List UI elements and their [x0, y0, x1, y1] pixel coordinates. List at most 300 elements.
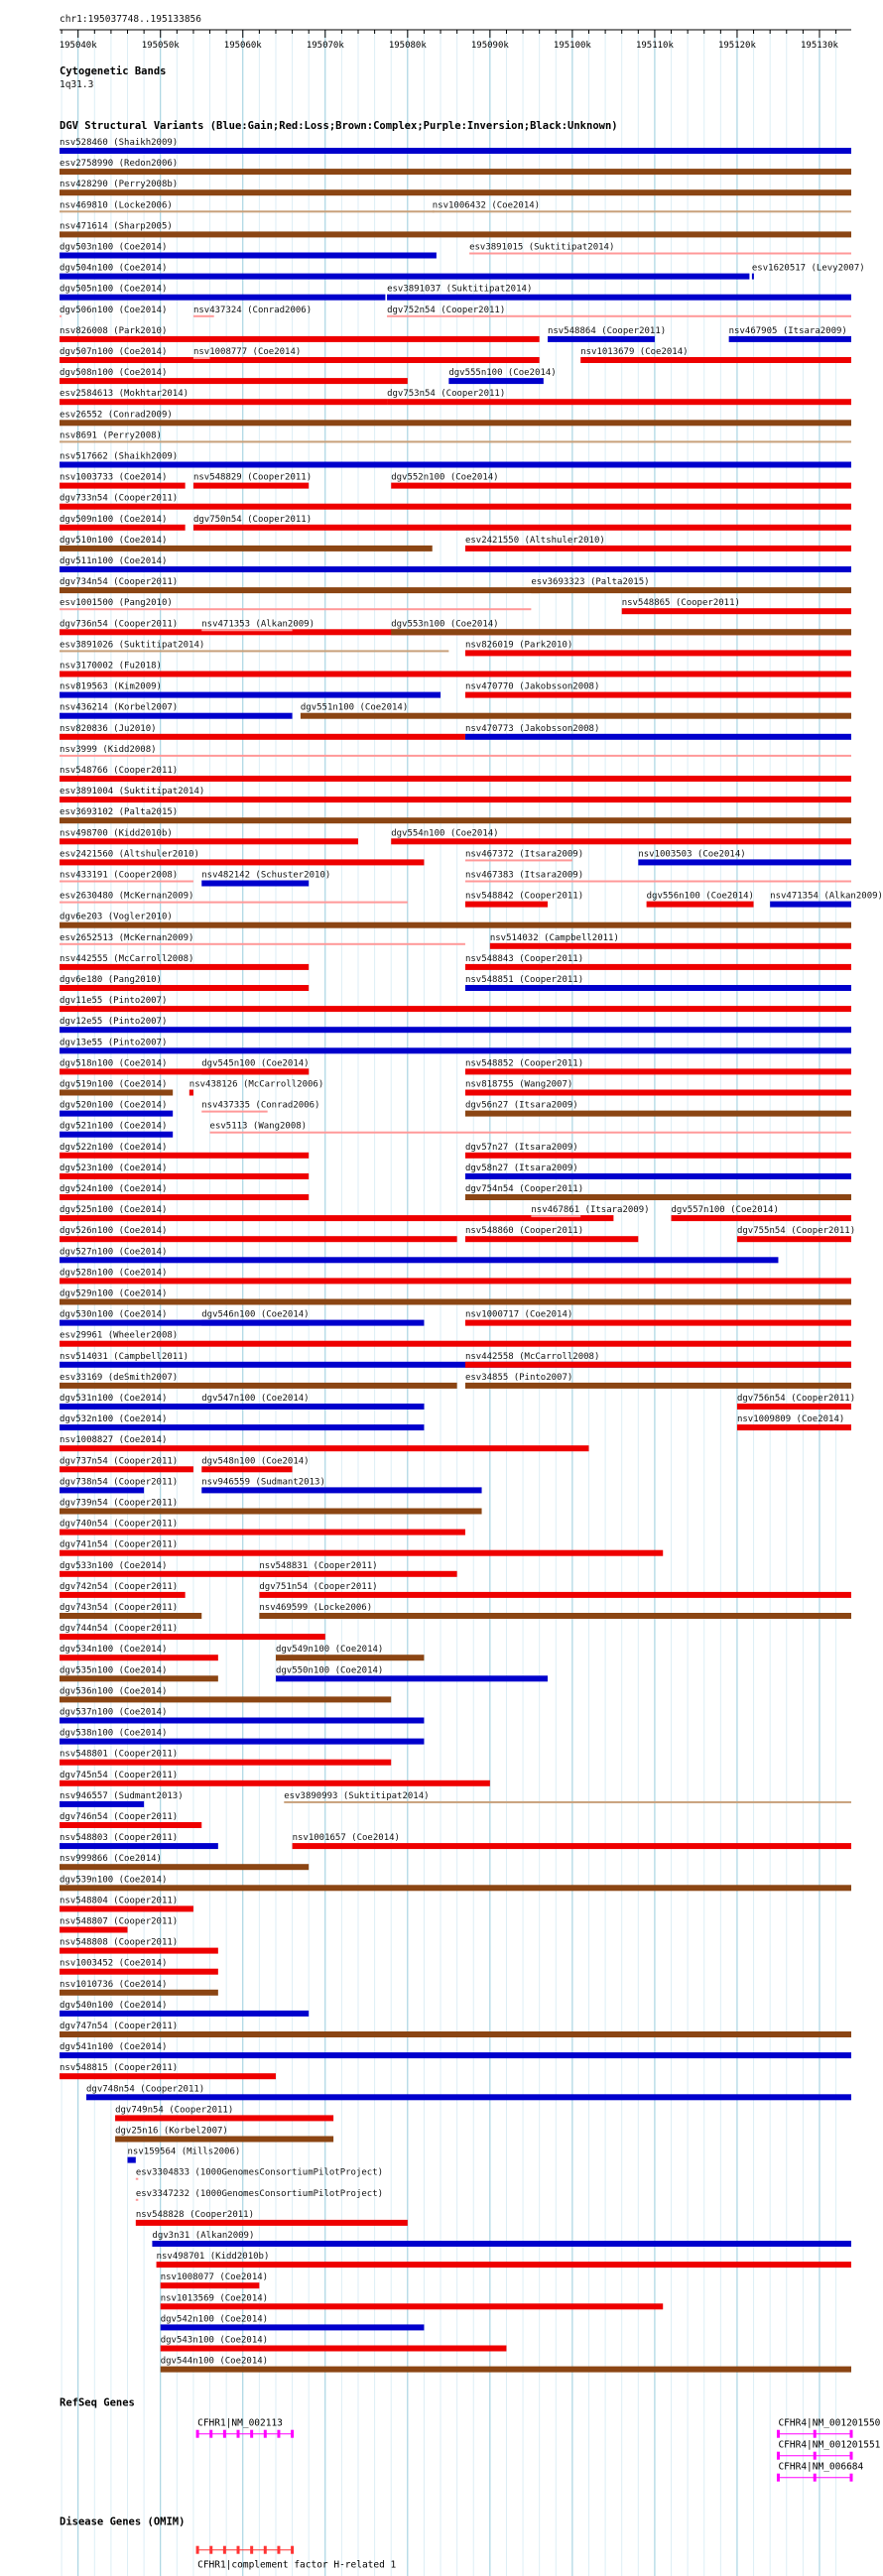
sv-label: dgv539n100 (Coe2014) — [60, 1875, 168, 1886]
sv-label: dgv738n54 (Cooper2011) — [60, 1477, 179, 1488]
omim-exon[interactable] — [237, 2546, 240, 2554]
sv-feature-bar[interactable] — [60, 817, 851, 823]
sv-feature-bar[interactable] — [531, 587, 539, 593]
sv-label: dgv532n100 (Coe2014) — [60, 1414, 168, 1425]
sv-feature-bar[interactable] — [638, 859, 851, 865]
gene-exon[interactable] — [250, 2430, 253, 2438]
omim-track-title: Disease Genes (OMIM) — [60, 2515, 186, 2528]
sv-feature-bar[interactable] — [161, 2303, 663, 2309]
sv-feature-bar[interactable] — [448, 378, 543, 384]
sv-feature-bar[interactable] — [60, 483, 186, 489]
ruler-tick-label: 195040k — [59, 41, 97, 51]
sv-feature-bar[interactable] — [152, 2241, 851, 2247]
sv-feature-bar[interactable] — [161, 2324, 425, 2330]
sv-feature-bar[interactable] — [465, 881, 851, 883]
sv-label: dgv751n54 (Cooper2011) — [259, 1581, 378, 1592]
sv-feature-bar[interactable] — [60, 1509, 482, 1515]
sv-feature-bar[interactable] — [60, 1111, 173, 1117]
cytoband-label: 1q31.3 — [60, 79, 94, 90]
sv-label: nsv818755 (Wang2007) — [464, 1079, 573, 1090]
sv-feature-bar[interactable] — [201, 1320, 424, 1326]
sv-feature-bar[interactable] — [465, 859, 572, 861]
sv-label: nsv999866 (Coe2014) — [60, 1854, 162, 1865]
sv-feature-bar[interactable] — [60, 420, 851, 426]
sv-feature-bar[interactable] — [60, 1445, 588, 1451]
sv-feature-bar[interactable] — [531, 1215, 580, 1217]
sv-feature-bar[interactable] — [60, 692, 441, 698]
sv-feature-bar[interactable] — [193, 483, 309, 489]
sv-label: nsv548808 (Cooper2011) — [60, 1937, 179, 1948]
sv-label: dgv733n54 (Cooper2011) — [60, 493, 179, 504]
sv-label: dgv506n100 (Coe2014) — [60, 305, 168, 315]
sv-label: esv5113 (Wang2008) — [209, 1121, 308, 1132]
sv-feature-bar[interactable] — [193, 525, 851, 531]
sv-feature-bar[interactable] — [60, 336, 540, 342]
sv-feature-bar[interactable] — [60, 1905, 193, 1911]
sv-label: dgv509n100 (Coe2014) — [60, 514, 168, 525]
sv-label: nsv471353 (Alkan2009) — [201, 619, 315, 630]
sv-feature-bar[interactable] — [647, 902, 754, 908]
omim-exon[interactable] — [196, 2546, 199, 2554]
sv-feature-bar[interactable] — [752, 274, 754, 280]
omim-exon[interactable] — [209, 2546, 212, 2554]
sv-label: nsv437335 (Conrad2006) — [201, 1100, 320, 1111]
sv-feature-bar[interactable] — [60, 1760, 391, 1766]
sv-feature-bar[interactable] — [136, 2178, 138, 2180]
gene-exon[interactable] — [291, 2430, 294, 2438]
omim-exon[interactable] — [264, 2546, 267, 2554]
sv-feature-bar[interactable] — [60, 1153, 309, 1159]
sv-feature-bar[interactable] — [60, 2011, 309, 2017]
sv-feature-bar[interactable] — [60, 964, 309, 970]
sv-label: esv3304833 (1000GenomesConsortiumPilotProject) — [135, 2167, 384, 2178]
sv-feature-bar[interactable] — [60, 922, 851, 928]
sv-feature-bar[interactable] — [60, 231, 851, 237]
sv-feature-bar[interactable] — [60, 1780, 490, 1786]
sv-feature-bar[interactable] — [60, 504, 851, 510]
sv-feature-bar[interactable] — [201, 629, 292, 631]
sv-label: nsv514031 (Campbell2011) — [60, 1351, 189, 1362]
sv-feature-bar[interactable] — [60, 1006, 851, 1012]
sv-label: esv3693323 (Palta2015) — [531, 577, 650, 588]
gene-label: CFHR4|NM_006684 — [778, 2461, 864, 2473]
gene-exon[interactable] — [814, 2430, 817, 2438]
sv-feature-bar[interactable] — [60, 1675, 218, 1681]
sv-feature-bar[interactable] — [490, 943, 851, 949]
sv-feature-bar[interactable] — [60, 943, 465, 945]
sv-feature-bar[interactable] — [60, 672, 851, 677]
sv-feature-bar[interactable] — [465, 1194, 851, 1200]
sv-feature-bar[interactable] — [193, 357, 210, 359]
sv-feature-bar[interactable] — [465, 902, 548, 908]
sv-feature-bar[interactable] — [465, 964, 851, 970]
sv-feature-bar[interactable] — [60, 1885, 851, 1891]
sv-label: dgv742n54 (Cooper2011) — [60, 1581, 179, 1592]
omim-gene-label[interactable]: CFHR1|complement factor H-related 1 — [197, 2559, 397, 2571]
sv-feature-bar[interactable] — [60, 1027, 851, 1033]
sv-feature-bar[interactable] — [60, 1047, 851, 1053]
ruler-tick-label: 195070k — [306, 41, 344, 51]
sv-label: nsv469810 (Locke2006) — [60, 200, 173, 211]
sv-feature-bar[interactable] — [60, 1487, 144, 1493]
sv-label: nsv1013679 (Coe2014) — [580, 347, 689, 357]
sv-feature-bar[interactable] — [465, 1111, 851, 1117]
sv-feature-bar[interactable] — [60, 1278, 851, 1284]
sv-feature-bar[interactable] — [60, 1194, 309, 1200]
sv-feature-bar[interactable] — [391, 483, 851, 489]
sv-feature-bar[interactable] — [60, 713, 293, 719]
sv-label: dgv511n100 (Coe2014) — [60, 556, 168, 566]
sv-feature-bar[interactable] — [201, 1068, 309, 1074]
sv-label: dgv740n54 (Cooper2011) — [60, 1519, 179, 1530]
sv-feature-bar[interactable] — [60, 776, 851, 782]
sv-label: nsv548864 (Cooper2011) — [547, 325, 667, 336]
sv-label: nsv548804 (Cooper2011) — [60, 1896, 179, 1906]
sv-label: esv1001500 (Pang2010) — [60, 598, 173, 609]
omim-exon[interactable] — [250, 2546, 253, 2554]
sv-feature-bar[interactable] — [284, 1801, 851, 1803]
sv-feature-bar[interactable] — [86, 2094, 851, 2100]
ruler-tick-label: 195130k — [801, 41, 838, 51]
sv-label: nsv442558 (McCarroll2008) — [464, 1351, 600, 1362]
sv-feature-bar[interactable] — [60, 1383, 457, 1389]
sv-feature-bar[interactable] — [465, 650, 851, 656]
sv-feature-bar[interactable] — [60, 1990, 218, 1996]
gene-exon[interactable] — [777, 2452, 780, 2460]
gene-exon[interactable] — [277, 2430, 280, 2438]
sv-feature-bar[interactable] — [433, 210, 435, 212]
sv-feature-bar[interactable] — [60, 148, 851, 154]
sv-feature-bar[interactable] — [60, 1257, 778, 1263]
sv-feature-bar[interactable] — [276, 1675, 548, 1681]
sv-label: nsv467372 (Itsara2009) — [464, 849, 584, 860]
gene-exon[interactable] — [223, 2430, 226, 2438]
sv-label: nsv1003452 (Coe2014) — [60, 1958, 168, 1969]
gene-exon[interactable] — [777, 2430, 780, 2438]
sv-feature-bar[interactable] — [548, 336, 655, 342]
gene-exon[interactable] — [850, 2430, 853, 2438]
gene-exon[interactable] — [850, 2452, 853, 2460]
sv-feature-bar[interactable] — [465, 1320, 851, 1326]
cytoband-track-title: Cytogenetic Bands — [60, 65, 167, 77]
sv-feature-bar[interactable] — [465, 1362, 851, 1368]
sv-label: dgv25n16 (Korbel2007) — [115, 2126, 228, 2137]
sv-feature-bar[interactable] — [60, 253, 437, 259]
sv-feature-bar[interactable] — [60, 378, 408, 384]
sv-label: dgv503n100 (Coe2014) — [60, 242, 168, 253]
sv-feature-bar[interactable] — [60, 274, 749, 280]
gene-exon[interactable] — [196, 2430, 199, 2438]
sv-feature-bar[interactable] — [60, 1822, 201, 1828]
sv-label: nsv1006432 (Coe2014) — [432, 200, 541, 211]
sv-label: esv3693102 (Palta2015) — [60, 807, 179, 818]
sv-feature-bar[interactable] — [465, 1383, 851, 1389]
sv-feature-bar[interactable] — [157, 2262, 851, 2268]
sv-label: dgv550n100 (Coe2014) — [275, 1665, 384, 1676]
sv-label: dgv553n100 (Coe2014) — [391, 619, 499, 630]
sv-label: dgv543n100 (Coe2014) — [160, 2335, 269, 2346]
sv-feature-bar[interactable] — [60, 1132, 173, 1138]
sv-label: esv2652513 (McKernan2009) — [60, 932, 194, 943]
gene-exon[interactable] — [264, 2430, 267, 2438]
sv-feature-bar[interactable] — [387, 399, 851, 405]
sv-feature-bar[interactable] — [60, 2052, 851, 2058]
sv-label: dgv737n54 (Cooper2011) — [60, 1456, 179, 1467]
sv-feature-bar[interactable] — [60, 1550, 663, 1556]
gene-exon[interactable] — [209, 2430, 212, 2438]
sv-feature-bar[interactable] — [465, 1153, 851, 1159]
sv-label: dgv519n100 (Coe2014) — [60, 1079, 168, 1090]
sv-label: esv3891015 (Suktitipat2014) — [469, 242, 615, 253]
sv-feature-bar[interactable] — [60, 525, 186, 531]
sv-label: nsv1009809 (Coe2014) — [736, 1414, 845, 1425]
sv-label: nsv548860 (Cooper2011) — [464, 1226, 584, 1237]
sv-label: dgv540n100 (Coe2014) — [60, 2000, 168, 2011]
sv-feature-bar[interactable] — [465, 985, 851, 991]
sv-feature-bar[interactable] — [60, 1090, 173, 1096]
sv-feature-bar[interactable] — [60, 1530, 465, 1535]
sv-label: dgv508n100 (Coe2014) — [60, 368, 168, 379]
sv-label: dgv11e55 (Pinto2007) — [60, 996, 168, 1007]
sv-feature-bar[interactable] — [136, 2199, 138, 2201]
sv-feature-bar[interactable] — [115, 2137, 333, 2143]
sv-feature-bar[interactable] — [60, 1236, 457, 1242]
ruler-tick-label: 195060k — [223, 41, 262, 51]
sv-label: dgv57n27 (Itsara2009) — [464, 1142, 578, 1153]
sv-label: dgv542n100 (Coe2014) — [160, 2314, 269, 2325]
sv-feature-bar[interactable] — [60, 1718, 424, 1724]
sv-label: dgv547n100 (Coe2014) — [201, 1394, 310, 1404]
sv-label: dgv531n100 (Coe2014) — [60, 1394, 168, 1404]
sv-feature-bar[interactable] — [737, 1236, 851, 1242]
sv-feature-bar[interactable] — [60, 295, 385, 301]
sv-label: dgv747n54 (Cooper2011) — [60, 2022, 179, 2031]
sv-feature-bar[interactable] — [391, 629, 851, 635]
dgv-track-title: DGV Structural Variants (Blue:Gain;Red:Loss;Brown:Complex;Purple:Inversion;Black:Unknown) — [60, 120, 618, 132]
sv-feature-bar[interactable] — [161, 2282, 260, 2288]
sv-label: dgv537n100 (Coe2014) — [60, 1707, 168, 1718]
refseq-track-title: RefSeq Genes — [60, 2396, 135, 2409]
sv-feature-bar[interactable] — [259, 1571, 456, 1577]
sv-label: nsv438126 (McCarroll2006) — [189, 1079, 324, 1090]
gene-exon[interactable] — [237, 2430, 240, 2438]
sv-label: dgv544n100 (Coe2014) — [160, 2356, 269, 2367]
sv-feature-bar[interactable] — [60, 399, 387, 405]
sv-feature-bar[interactable] — [60, 1843, 218, 1849]
omim-exon[interactable] — [277, 2546, 280, 2554]
sv-label: dgv533n100 (Coe2014) — [60, 1560, 168, 1571]
sv-feature-bar[interactable] — [60, 838, 358, 844]
sv-feature-bar[interactable] — [60, 1466, 193, 1472]
sv-feature-bar[interactable] — [60, 650, 448, 652]
sv-feature-bar[interactable] — [60, 587, 851, 593]
sv-label: esv1620517 (Levy2007) — [751, 263, 865, 274]
sv-feature-bar[interactable] — [60, 1173, 309, 1179]
sv-feature-bar[interactable] — [193, 315, 214, 317]
sv-label: nsv1010736 (Coe2014) — [60, 1979, 168, 1990]
sv-feature-bar[interactable] — [60, 1927, 128, 1933]
sv-label: esv34855 (Pinto2007) — [464, 1372, 573, 1383]
sv-feature-bar[interactable] — [770, 902, 851, 908]
sv-label: esv2584613 (Mokhtar2014) — [60, 389, 189, 400]
sv-feature-bar[interactable] — [465, 1236, 638, 1242]
sv-label: dgv529n100 (Coe2014) — [60, 1288, 168, 1299]
sv-feature-bar[interactable] — [161, 2367, 851, 2373]
sv-feature-bar[interactable] — [60, 608, 531, 610]
sv-label: dgv523n100 (Coe2014) — [60, 1163, 168, 1173]
sv-label: nsv3999 (Kidd2008) — [60, 744, 157, 755]
sv-feature-bar[interactable] — [387, 295, 851, 301]
sv-label: nsv548815 (Cooper2011) — [60, 2063, 179, 2074]
sv-feature-bar[interactable] — [465, 1090, 851, 1096]
sv-feature-bar[interactable] — [293, 1843, 851, 1849]
sv-feature-bar[interactable] — [201, 1466, 292, 1472]
sv-feature-bar[interactable] — [60, 169, 851, 175]
sv-feature-bar[interactable] — [391, 838, 851, 844]
sv-feature-bar[interactable] — [60, 902, 408, 904]
sv-feature-bar[interactable] — [201, 1111, 267, 1113]
gene-exon[interactable] — [814, 2474, 817, 2482]
sv-feature-bar[interactable] — [189, 1090, 193, 1096]
sv-feature-bar[interactable] — [60, 1592, 186, 1598]
sv-feature-bar[interactable] — [60, 440, 851, 442]
sv-feature-bar[interactable] — [161, 2346, 507, 2352]
sv-label: esv3891004 (Suktitipat2014) — [60, 787, 205, 797]
sv-feature-bar[interactable] — [60, 1948, 218, 1954]
sv-feature-bar[interactable] — [465, 734, 851, 740]
sv-label: dgv739n54 (Cooper2011) — [60, 1498, 179, 1509]
sv-label: nsv8691 (Perry2008) — [60, 430, 162, 441]
sv-label: dgv750n54 (Cooper2011) — [192, 514, 313, 525]
sv-label: nsv433191 (Cooper2008) — [60, 870, 179, 881]
sv-label: nsv1008827 (Coe2014) — [60, 1435, 168, 1446]
sv-feature-bar[interactable] — [60, 1424, 424, 1430]
sv-feature-bar[interactable] — [60, 2073, 276, 2079]
sv-feature-bar[interactable] — [60, 1341, 851, 1347]
sv-feature-bar[interactable] — [465, 1173, 851, 1179]
ruler-tick-label: 195110k — [635, 41, 674, 51]
sv-feature-bar[interactable] — [622, 608, 851, 614]
sv-feature-bar[interactable] — [60, 1969, 218, 1975]
sv-label: nsv819563 (Kim2009) — [60, 681, 162, 692]
sv-feature-bar[interactable] — [60, 1655, 218, 1660]
sv-feature-bar[interactable] — [60, 189, 851, 195]
sv-feature-bar[interactable] — [136, 2220, 408, 2226]
sv-label: nsv548829 (Cooper2011) — [192, 472, 313, 483]
sv-feature-bar[interactable] — [60, 357, 540, 363]
sv-feature-bar[interactable] — [60, 1299, 851, 1305]
sv-label: nsv548766 (Cooper2011) — [60, 766, 179, 776]
sv-feature-bar[interactable] — [60, 1634, 325, 1640]
sv-label: esv26552 (Conrad2009) — [60, 410, 173, 421]
omim-exon[interactable] — [291, 2546, 294, 2554]
sv-feature-bar[interactable] — [580, 357, 851, 363]
sv-label: dgv527n100 (Coe2014) — [60, 1247, 168, 1258]
sv-feature-bar[interactable] — [60, 462, 851, 468]
sv-feature-bar[interactable] — [210, 1132, 851, 1134]
sv-label: nsv514032 (Campbell2011) — [489, 932, 619, 943]
gene-exon[interactable] — [814, 2452, 817, 2460]
sv-feature-bar[interactable] — [60, 546, 433, 552]
sv-feature-bar[interactable] — [737, 1404, 851, 1410]
sv-feature-bar[interactable] — [60, 2031, 851, 2037]
sv-feature-bar[interactable] — [60, 1739, 424, 1745]
sv-feature-bar[interactable] — [469, 253, 851, 255]
omim-exon[interactable] — [223, 2546, 226, 2554]
sv-feature-bar[interactable] — [60, 566, 851, 572]
sv-feature-bar[interactable] — [60, 755, 851, 757]
sv-label: dgv535n100 (Coe2014) — [60, 1665, 168, 1676]
ruler-tick-label: 195090k — [470, 41, 509, 51]
sv-feature-bar[interactable] — [201, 1487, 481, 1493]
gene-exon[interactable] — [777, 2474, 780, 2482]
sv-feature-bar[interactable] — [60, 210, 851, 212]
sv-feature-bar[interactable] — [60, 734, 465, 740]
sv-feature-bar[interactable] — [128, 2157, 136, 2163]
sv-feature-bar[interactable] — [60, 797, 851, 802]
sv-feature-bar[interactable] — [729, 336, 851, 342]
sv-label: dgv743n54 (Cooper2011) — [60, 1603, 179, 1613]
sv-feature-bar[interactable] — [465, 546, 851, 552]
sv-feature-bar[interactable] — [201, 1404, 424, 1410]
sv-feature-bar[interactable] — [259, 1592, 851, 1598]
sv-label: nsv1008777 (Coe2014) — [192, 347, 302, 357]
sv-label: dgv753n54 (Cooper2011) — [387, 389, 506, 400]
sv-feature-bar[interactable] — [60, 1613, 201, 1619]
sv-label: nsv548807 (Cooper2011) — [60, 1916, 179, 1927]
gene-label: CFHR1|NM_002113 — [197, 2417, 283, 2429]
sv-label: dgv548n100 (Coe2014) — [201, 1456, 310, 1467]
sv-feature-bar[interactable] — [276, 1655, 424, 1660]
sv-label: nsv1003733 (Coe2014) — [60, 472, 168, 483]
sv-feature-bar[interactable] — [465, 1068, 851, 1074]
sv-feature-bar[interactable] — [387, 315, 851, 317]
sv-feature-bar[interactable] — [201, 881, 309, 887]
sv-label: nsv428290 (Perry2008b) — [60, 180, 179, 190]
sv-feature-bar[interactable] — [60, 1801, 144, 1807]
gene-exon[interactable] — [850, 2474, 853, 2482]
sv-feature-bar[interactable] — [465, 692, 851, 698]
sv-feature-bar[interactable] — [259, 1613, 851, 1619]
sv-label: dgv744n54 (Cooper2011) — [60, 1624, 179, 1635]
sv-feature-bar[interactable] — [737, 1424, 851, 1430]
sv-feature-bar[interactable] — [60, 1696, 391, 1702]
sv-label: dgv545n100 (Coe2014) — [201, 1058, 310, 1069]
sv-feature-bar[interactable] — [60, 315, 62, 317]
sv-label: esv3891037 (Suktitipat2014) — [387, 284, 533, 295]
coordinate-ruler[interactable] — [60, 30, 851, 51]
sv-feature-bar[interactable] — [60, 985, 309, 991]
sv-feature-bar[interactable] — [60, 1864, 309, 1870]
sv-label: dgv746n54 (Cooper2011) — [60, 1812, 179, 1822]
sv-label: nsv498701 (Kidd2010b) — [156, 2252, 270, 2263]
sv-label: dgv736n54 (Cooper2011) — [60, 619, 179, 630]
sv-feature-bar[interactable] — [301, 713, 851, 719]
sv-feature-bar[interactable] — [60, 1215, 613, 1221]
sv-label: dgv748n54 (Cooper2011) — [86, 2084, 205, 2095]
sv-feature-bar[interactable] — [672, 1215, 851, 1221]
sv-label: dgv6e180 (Pang2010) — [60, 975, 162, 985]
sv-label: esv33169 (deSmith2007) — [60, 1372, 179, 1383]
sv-feature-bar[interactable] — [60, 859, 424, 865]
sv-label: nsv517662 (Shaikh2009) — [60, 451, 179, 462]
sv-label: nsv467905 (Itsara2009) — [728, 325, 847, 336]
ruler-tick-label: 195080k — [388, 41, 427, 51]
sv-label: nsv548828 (Cooper2011) — [135, 2209, 255, 2220]
sv-feature-bar[interactable] — [60, 881, 193, 883]
sv-label: nsv548803 (Cooper2011) — [60, 1833, 179, 1844]
sv-feature-bar[interactable] — [115, 2115, 333, 2121]
